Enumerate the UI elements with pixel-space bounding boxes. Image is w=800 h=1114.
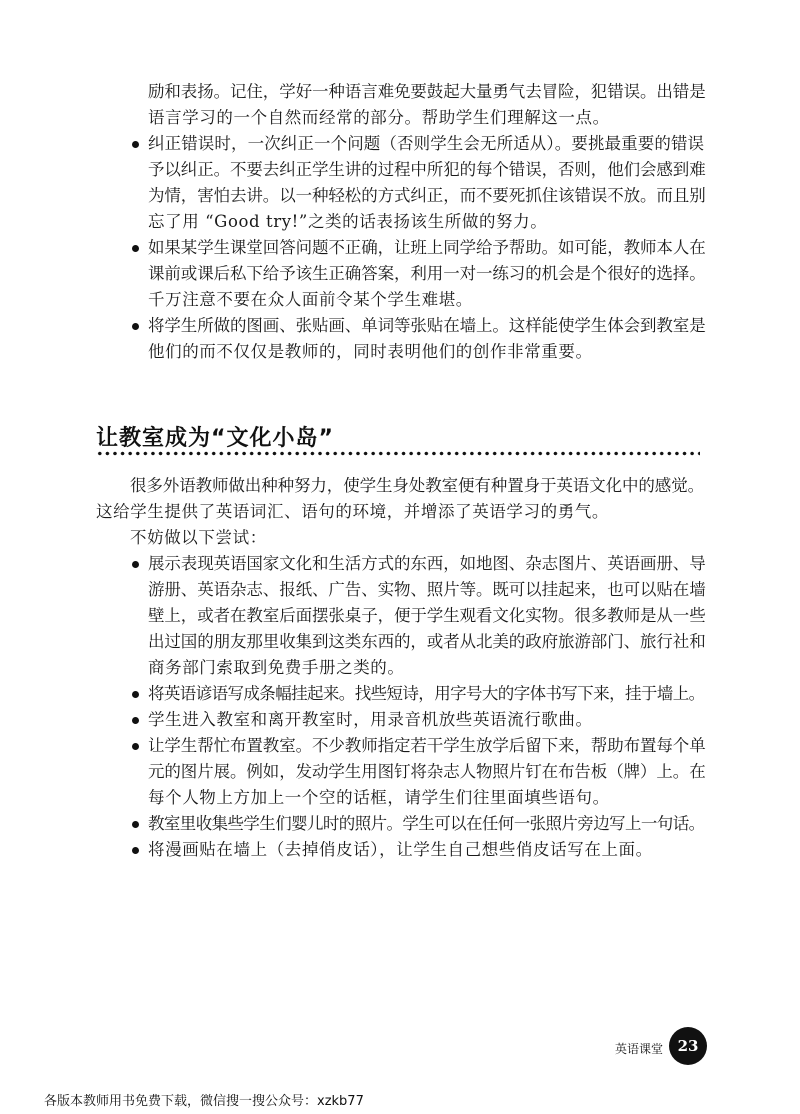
list-item-line: 让学生帮忙布置教室。不少教师指定若干学生放学后留下来，帮助布置每个单 bbox=[148, 736, 706, 755]
paragraph-line: 语言学习的一个自然而经常的部分。帮助学生们理解这一点。 bbox=[148, 108, 610, 127]
bullet-dot-icon bbox=[132, 743, 139, 750]
bullet-dot-icon bbox=[132, 847, 139, 854]
list-item-line: 教室里收集些学生们婴儿时的照片。学生可以在任何一张照片旁边写上一句话。 bbox=[148, 814, 705, 833]
list-item-line: 学生进入教室和离开教室时，用录音机放些英语流行歌曲。 bbox=[148, 710, 593, 729]
section-heading: 让教室成为“文化小岛” bbox=[96, 426, 334, 451]
list-item-line: 将学生所做的图画、张贴画、单词等张贴在墙上。这样能使学生体会到教室是 bbox=[148, 316, 706, 335]
list-item-line: 予以纠正。不要去纠正学生讲的过程中所犯的每个错误，否则，他们会感到难 bbox=[148, 160, 706, 179]
bullet-dot-icon bbox=[132, 141, 139, 148]
list-item-line: 游册、英语杂志、报纸、广告、实物、照片等。既可以挂起来，也可以贴在墙 bbox=[148, 580, 706, 599]
list-item-line: 将漫画贴在墙上（去掉俏皮话），让学生自己想些俏皮话写在上面。 bbox=[148, 840, 653, 859]
paragraph-line: 励和表扬。记住，学好一种语言难免要鼓起大量勇气去冒险，犯错误。出错是 bbox=[148, 82, 706, 101]
list-item-line: 忘了用 “Good try!”之类的话表扬该生所做的努力。 bbox=[148, 212, 548, 231]
list-item-line: 千万注意不要在众人面前令某个学生难堪。 bbox=[148, 290, 473, 309]
lead-in-text: 不妨做以下尝试： bbox=[130, 528, 267, 547]
list-item-line: 为情，害怕去讲。以一种轻松的方式纠正，而不要死抓住该错误不放。而且别 bbox=[148, 186, 706, 205]
bullet-dot-icon bbox=[132, 821, 139, 828]
list-item-line: 展示表现英语国家文化和生活方式的东西，如地图、杂志图片、英语画册、导 bbox=[148, 554, 706, 573]
bullet-dot-icon bbox=[132, 245, 139, 252]
paragraph-line: 很多外语教师做出种种努力，使学生身处教室便有种置身于英语文化中的感觉。 bbox=[130, 476, 705, 495]
list-item-line: 纠正错误时，一次纠正一个问题（否则学生会无所适从）。要挑最重要的错误 bbox=[148, 134, 705, 153]
list-item-line: 元的图片展。例如，发动学生用图钉将杂志人物照片钉在布告板（牌）上。在 bbox=[148, 762, 706, 781]
bullet-dot-icon bbox=[132, 691, 139, 698]
download-note: 各版本教师用书免费下载，微信搜一搜公众号：xzkb77 bbox=[44, 1094, 364, 1109]
bullet-dot-icon bbox=[132, 717, 139, 724]
bullet-dot-icon bbox=[132, 323, 139, 330]
dotted-divider bbox=[96, 451, 700, 456]
list-item-line: 课前或课后私下给予该生正确答案，利用一对一练习的机会是个很好的选择。 bbox=[148, 264, 706, 283]
running-title: 英语课堂 bbox=[615, 1042, 664, 1056]
paragraph-line: 这给学生提供了英语词汇、语句的环境，并增添了英语学习的勇气。 bbox=[96, 502, 609, 521]
list-item-line: 将英语谚语写成条幅挂起来。找些短诗，用字号大的字体书写下来，挂于墙上。 bbox=[148, 684, 705, 703]
list-item-line: 每个人物上方加上一个空的话框，请学生们往里面填些语句。 bbox=[148, 788, 610, 807]
list-item-line: 他们的而不仅仅是教师的，同时表明他们的创作非常重要。 bbox=[148, 342, 593, 361]
bullet-dot-icon bbox=[132, 561, 139, 568]
list-item-line: 商务部门索取到免费手册之类的。 bbox=[148, 658, 405, 677]
list-item-line: 如果某学生课堂回答问题不正确，让班上同学给予帮助。如可能，教师本人在 bbox=[148, 238, 706, 257]
page-number-badge: 23 bbox=[669, 1027, 707, 1065]
list-item-line: 壁上，或者在教室后面摆张桌子，便于学生观看文化实物。很多教师是从一些 bbox=[148, 606, 706, 625]
list-item-line: 出过国的朋友那里收集到这类东西的，或者从北美的政府旅游部门、旅行社和 bbox=[148, 632, 706, 651]
